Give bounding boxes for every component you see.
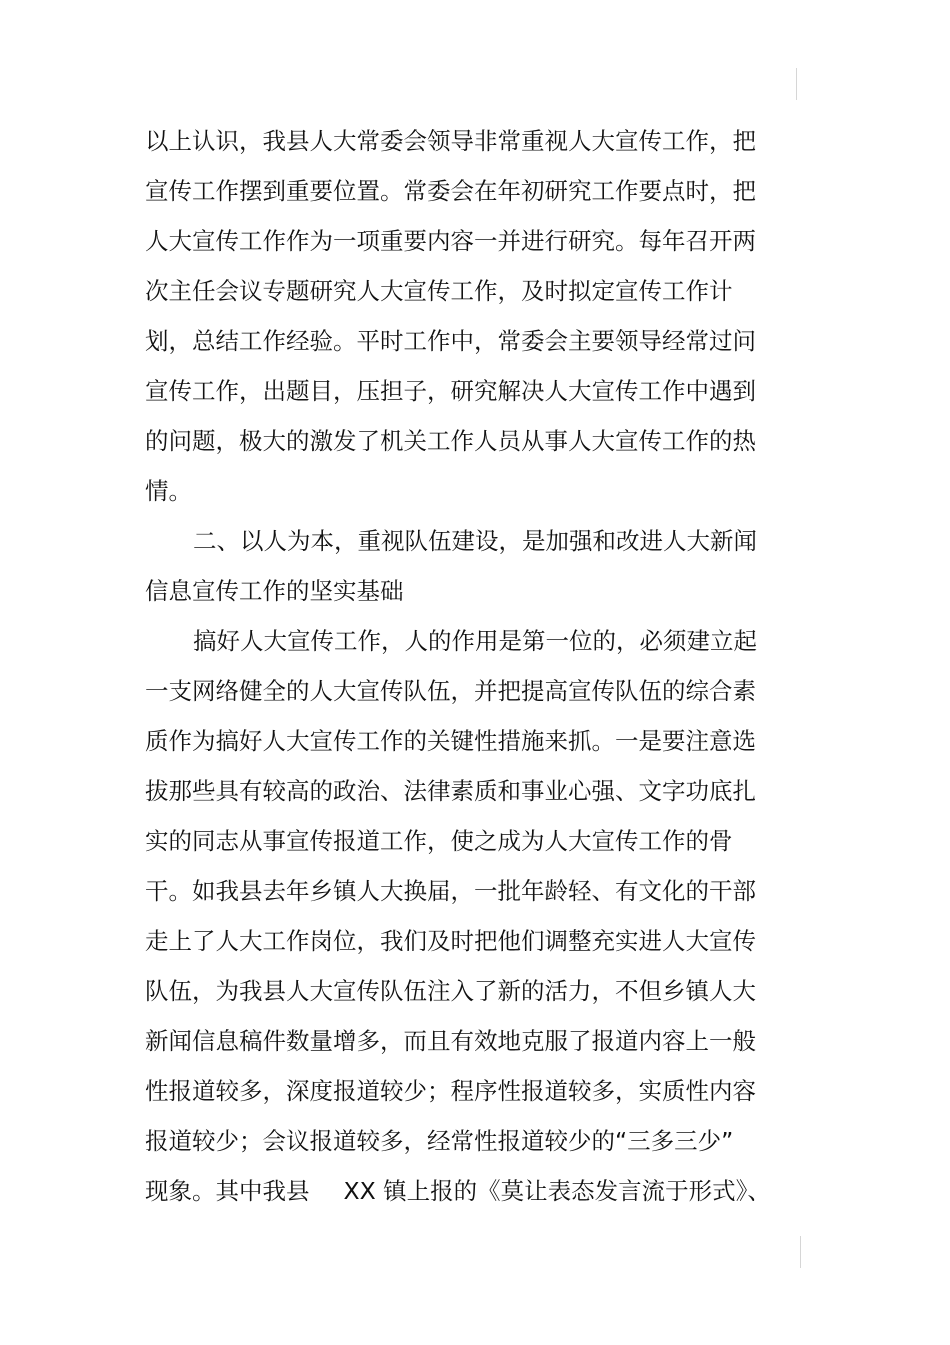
text-line: 拔那些具有较高的政治、法律素质和事业心强、文字功底扎 bbox=[145, 777, 756, 805]
heading-line: 二、以人为本，重视队伍建设，是加强和改进人大新闻 bbox=[193, 527, 757, 555]
text-line: 一支网络健全的人大宣传队伍，并把提高宣传队伍的综合素 bbox=[145, 677, 756, 705]
text-line: 的问题，极大的激发了机关工作人员从事人大宣传工作的热 bbox=[145, 427, 756, 455]
text-segment: XX 镇上报的《莫让表态发言流于形式》、 bbox=[343, 1177, 771, 1205]
text-line: 报道较少；会议报道较多，经常性报道较少的“三多三少” bbox=[145, 1127, 734, 1155]
page-edge-mark-bottom bbox=[800, 1236, 801, 1268]
text-line: 走上了人大工作岗位，我们及时把他们调整充实进人大宣传 bbox=[145, 927, 756, 955]
text-line: 以上认识，我县人大常委会领导非常重视人大宣传工作，把 bbox=[145, 127, 756, 155]
text-line: 质作为搞好人大宣传工作的关键性措施来抓。一是要注意选 bbox=[145, 727, 756, 755]
page-edge-mark-top bbox=[796, 68, 797, 100]
text-line: 新闻信息稿件数量增多，而且有效地克服了报道内容上一般 bbox=[145, 1027, 756, 1055]
text-line: 情。 bbox=[145, 477, 192, 505]
heading-line: 信息宣传工作的坚实基础 bbox=[145, 577, 404, 605]
text-line: 性报道较多，深度报道较少；程序性报道较多，实质性内容 bbox=[145, 1077, 756, 1105]
text-line: 次主任会议专题研究人大宣传工作，及时拟定宣传工作计 bbox=[145, 277, 733, 305]
text-line: 划，总结工作经验。平时工作中，常委会主要领导经常过问 bbox=[145, 327, 756, 355]
text-line: 人大宣传工作作为一项重要内容一并进行研究。每年召开两 bbox=[145, 227, 756, 255]
text-line: 干。如我县去年乡镇人大换届，一批年龄轻、有文化的干部 bbox=[145, 877, 756, 905]
text-line: 宣传工作，出题目，压担子，研究解决人大宣传工作中遇到 bbox=[145, 377, 756, 405]
text-line: 搞好人大宣传工作，人的作用是第一位的，必须建立起 bbox=[193, 627, 757, 655]
text-line: 宣传工作摆到重要位置。常委会在年初研究工作要点时，把 bbox=[145, 177, 756, 205]
text-segment: 现象。其中我县 bbox=[145, 1177, 310, 1205]
text-line: 实的同志从事宣传报道工作，使之成为人大宣传工作的骨 bbox=[145, 827, 733, 855]
text-line: 队伍，为我县人大宣传队伍注入了新的活力，不但乡镇人大 bbox=[145, 977, 756, 1005]
text-line-last bbox=[145, 1166, 771, 1216]
